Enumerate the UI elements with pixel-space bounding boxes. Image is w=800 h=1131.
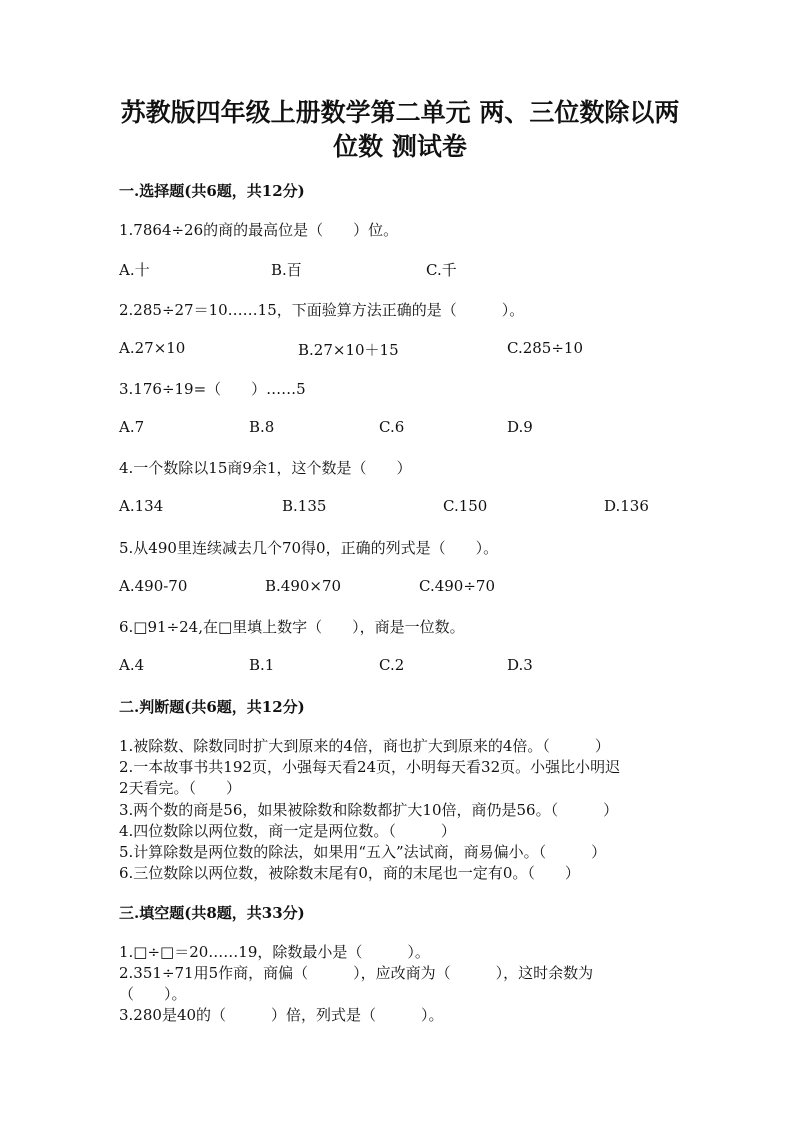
fill-blank-item: 3.280是40的（ ）倍，列式是（ ）。 <box>119 1006 444 1024</box>
option-a: A.27×10 <box>119 339 186 357</box>
judgement-item: 5.计算除数是两位数的除法，如果用“五入”法试商，商易偏小。（ ） <box>119 843 607 861</box>
option-b: B.百 <box>271 261 302 279</box>
option-a: A.490-70 <box>119 577 188 595</box>
judgement-item: 4.四位数除以两位数，商一定是两位数。（ ） <box>119 822 456 840</box>
judgement-item: 3.两个数的商是56，如果被除数和除数都扩大10倍，商仍是56。（ ） <box>119 801 619 819</box>
option-a: A.134 <box>119 497 164 515</box>
option-d: D.3 <box>507 656 533 674</box>
option-d: D.9 <box>507 418 533 436</box>
option-c: C.千 <box>426 261 457 279</box>
option-d: D.136 <box>604 497 649 515</box>
question-stem: 2.285÷27＝10……15，下面验算方法正确的是（ ）。 <box>119 301 525 319</box>
option-c: C.2 <box>379 656 405 674</box>
option-b: B.1 <box>249 656 275 674</box>
question-stem: 4.一个数除以15商9余1，这个数是（ ） <box>119 459 412 477</box>
question-stem: 5.从490里连续减去几个70得0，正确的列式是（ ）。 <box>119 539 499 557</box>
fill-blank-item: 1.□÷□＝20……19，除数最小是（ ）。 <box>119 943 430 961</box>
judgement-item: 6.三位数除以两位数，被除数末尾有0，商的末尾也一定有0。（ ） <box>119 864 580 882</box>
page-title-line-2: 位数 测试卷 <box>333 132 467 161</box>
section-heading-choice: 一.选择题(共6题，共12分) <box>119 182 305 200</box>
question-stem: 6.□91÷24,在□里填上数字（ ），商是一位数。 <box>119 618 465 636</box>
question-stem: 3.176÷19=（ ）……5 <box>119 380 306 398</box>
option-b: B.27×10＋15 <box>298 341 399 359</box>
option-c: C.6 <box>379 418 405 436</box>
section-heading-judgement: 二.判断题(共6题，共12分) <box>119 698 305 716</box>
fill-blank-item: 2.351÷71用5作商，商偏（ ），应改商为（ ），这时余数为 <box>119 964 594 982</box>
option-a: A.十 <box>119 261 150 279</box>
option-b: B.135 <box>282 497 327 515</box>
option-b: B.8 <box>249 418 275 436</box>
question-stem: 1.7864÷26的商的最高位是（ ）位。 <box>119 221 399 239</box>
judgement-item: 2.一本故事书共192页，小强每天看24页，小明每天看32页。小强比小明迟 <box>119 758 621 776</box>
option-c: C.150 <box>443 497 488 515</box>
fill-blank-item-continued: （ ）。 <box>119 985 187 1003</box>
option-c: C.285÷10 <box>507 339 583 357</box>
page-title-line-1: 苏教版四年级上册数学第二单元 两、三位数除以两 <box>120 98 680 127</box>
option-a: A.4 <box>119 656 145 674</box>
judgement-item-continued: 2天看完。（ ） <box>119 779 242 797</box>
option-a: A.7 <box>119 418 145 436</box>
judgement-item: 1.被除数、除数同时扩大到原来的4倍，商也扩大到原来的4倍。（ ） <box>119 737 610 755</box>
section-heading-fill-blank: 三.填空题(共8题，共33分) <box>119 904 305 922</box>
option-c: C.490÷70 <box>419 577 495 595</box>
option-b: B.490×70 <box>265 577 342 595</box>
